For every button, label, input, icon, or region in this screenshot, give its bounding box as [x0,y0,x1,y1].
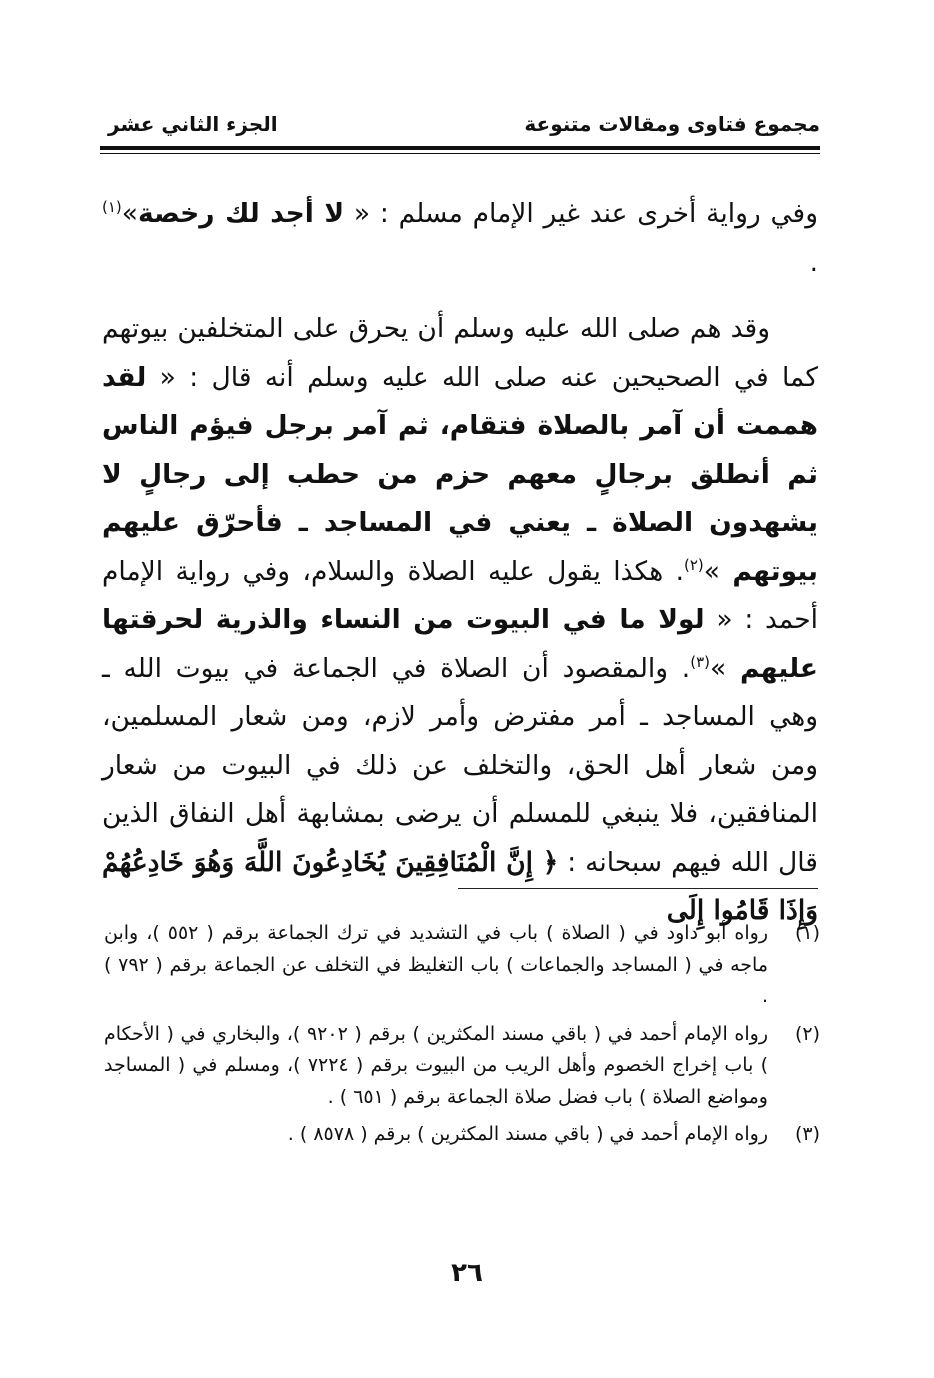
hadith-burning-houses: لقد هممت أن آمر بالصلاة فتقام، ثم آمر برجل فيؤم الناس ثم أنطلق برجالٍ معهم حزم من حطب إلى رجالٍ لا يشهدون الصلاة ـ يعني في المساجد ـ فأحرّق عليهم بيوتهم [102,361,818,587]
footnote-2 [104,1019,820,1114]
p2-mid: . هكذا يقول عليه الصلاة والسلام، وفي رواية الإمام أحمد : « [102,555,818,635]
page-number: ٢٦ [451,1258,483,1288]
p2-intro: وقد هم صلى الله عليه وسلم أن يحرق على المتخلفين بيوتهم كما في الصحيحين عنه صلى الله عليه وسلم أنه قال : « [102,313,818,393]
footnote-text: رواه أبو داود في ( الصلاة ) باب في التشديد في ترك الجماعة برقم ( ٥٥٢ )، وابن ماجه في ( المساجد والجماعات ) باب التغليظ في التخلف عن الجماعة برقم ( ٧٩٢ ) . [104,922,769,1007]
footnote-number: (٣) [794,1123,820,1145]
hadith-women-children: لولا ما في البيوت من النساء والذرية لحرقتها عليهم [102,604,818,684]
header-rule-thick [100,146,820,150]
volume-label: الجزء الثاني عشر [108,112,278,136]
paragraph-1 [102,190,818,287]
p2-rest: . والمقصود أن الصلاة في الجماعة في بيوت الله ـ وهي المساجد ـ أمر مفترض وأمر لازم، ومن شعار المسلمين، ومن شعار أهل الحق، والتخلف عن ذلك في البيوت من شعار المنافقين، فلا ينبغي للمسلم أن يرضى بمشابهة أهل النفاق الذين قال الله فيهم سبحانه : [102,652,818,878]
footnote-separator [458,888,818,889]
paragraph-2: وقد هم صلى الله عليه وسلم أن يحرق على المتخلفين بيوتهم كما في الصحيحين عنه صلى الله عليه وسلم أنه قال : « لقد هممت أن آمر بالصلاة فتقام، ثم آمر برجل فيؤم الناس ثم أنطلق برجالٍ معهم حزم من حطب إلى رجالٍ لا يشهدون الصلاة ـ يعني في المساجد ـ فأحرّق عليهم بيوتهم »$^{(٢)}$. هكذا يقول عليه الصلاة والسلام، وفي رواية الإمام أحمد : « لولا ما في البيوت من النساء والذرية لحرقتها عليهم »$^{(٣)}$. والمقصود أن الصلاة في الجماعة في بيوت الله ـ وهي المساجد ـ أمر مفترض وأمر لازم، ومن شعار المسلمين، ومن شعار أهل الحق، والتخلف عن ذلك في البيوت من شعار المنافقين، فلا ينبغي للمسلم أن يرضى بمشابهة أهل النفاق الذين قال الله فيهم سبحانه : ﴿ إِنَّ الْمُنَافِقِينَ يُخَادِعُونَ اللَّهَ وَهُوَ خَادِعُهُمْ وَإِذَا قَامُوا إِلَى [102,313,818,926]
footnote-ref-2[interactable]: (٢) [684,555,704,574]
hadith-no-excuse: لا أجد لك رخصة [138,198,345,229]
quran-verse: ﴿ إِنَّ الْمُنَافِقِينَ يُخَادِعُونَ اللَّهَ وَهُوَ خَادِعُهُمْ وَإِذَا قَامُوا إِلَى [102,846,818,926]
footnote-ref-1[interactable]: (١) [102,198,122,217]
footnote-1 [104,918,820,1013]
book-title: مجموع فتاوى ومقالات متنوعة [524,112,820,136]
header-rule-thin [100,153,820,154]
footnote-number: (٢) [794,1022,820,1045]
running-header [100,112,820,152]
footnote-ref-3[interactable]: (٣) [690,652,711,671]
main-text [102,190,818,936]
footnote-text: رواه الإمام أحمد في ( باقي مسند المكثرين ) برقم ( ٨٥٧٨ ) . [287,1123,768,1145]
footnote-number: (١) [794,922,820,944]
footnotes [104,918,820,1157]
footnote-3 [104,1119,820,1151]
p1-before: وفي رواية أخرى عند غير الإمام مسلم : « [344,198,819,229]
p1-close-quote: » [121,198,138,229]
p1-tail: . [809,246,818,278]
footnote-text: رواه الإمام أحمد في ( باقي مسند المكثرين ) برقم ( ٩٢٠٢ )، والبخاري في ( الأحكام ) باب إخراج الخصوم وأهل الريب من البيوت برقم ( ٧٢٢٤ )، ومسلم في ( المساجد ومواضع الصلاة ) باب فضل صلاة الجماعة برقم ( ٦٥١ ) . [104,1022,769,1108]
